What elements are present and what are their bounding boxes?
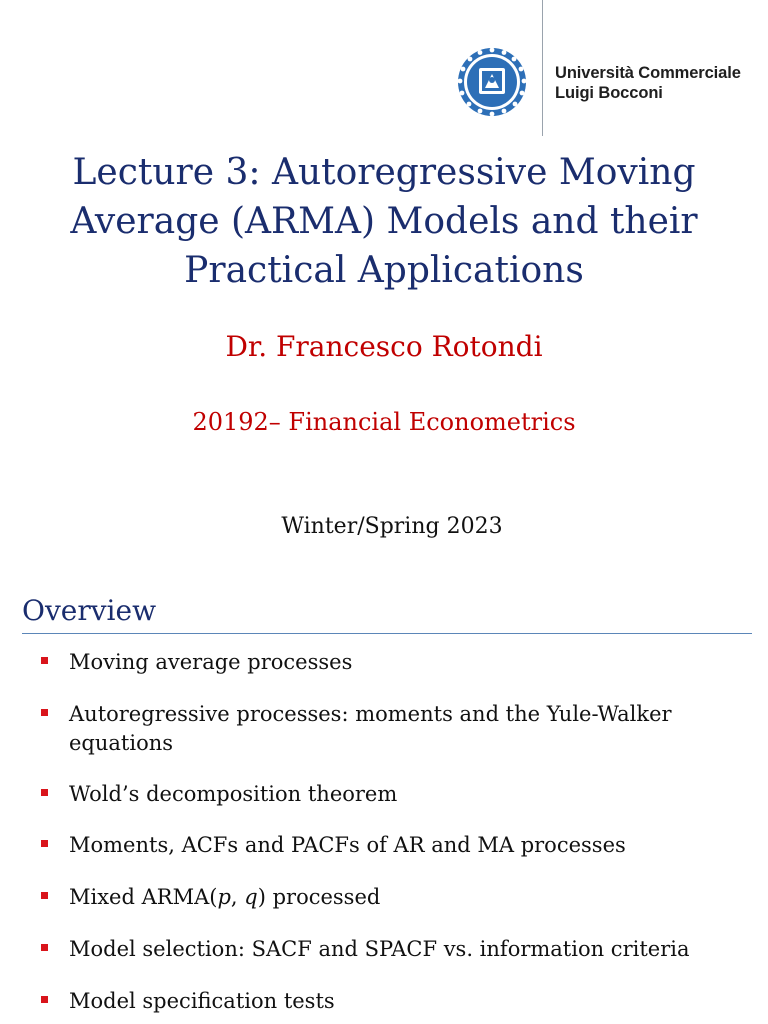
square-bullet-icon bbox=[41, 789, 48, 796]
list-item-text: Moments, ACFs and PACFs of AR and MA processes bbox=[69, 833, 626, 857]
list-item-text: Model specification tests bbox=[69, 989, 335, 1013]
list-item-text: Autoregressive processes: moments and the Yule-Walker equations bbox=[69, 702, 672, 755]
university-name-line2: Luigi Bocconi bbox=[555, 84, 663, 102]
overview-title: Overview bbox=[22, 594, 157, 627]
square-bullet-icon bbox=[41, 709, 48, 716]
lecture-title-line: Average (ARMA) Models and their bbox=[70, 201, 698, 242]
text-fragment: , bbox=[230, 885, 245, 909]
square-bullet-icon bbox=[41, 657, 48, 664]
square-bullet-icon bbox=[41, 840, 48, 847]
author-name: Dr. Francesco Rotondi bbox=[225, 330, 543, 363]
term-label: Winter/Spring 2023 bbox=[281, 514, 503, 539]
square-bullet-icon bbox=[41, 892, 48, 899]
list-item-text: Moving average processes bbox=[69, 650, 353, 674]
bocconi-seal-icon bbox=[456, 44, 528, 120]
list-item-text: Wold’s decomposition theorem bbox=[69, 782, 398, 806]
lecture-title bbox=[20, 148, 748, 295]
math-variable-p: p bbox=[217, 885, 231, 909]
title-underline bbox=[22, 633, 752, 634]
square-bullet-icon bbox=[41, 996, 48, 1003]
list-item-text bbox=[69, 883, 739, 912]
university-name-line1: Università Commerciale bbox=[555, 64, 741, 82]
overview-slide bbox=[0, 576, 768, 1024]
text-fragment: ) processed bbox=[257, 885, 381, 909]
list-item-text: Model selection: SACF and SPACF vs. information criteria bbox=[69, 937, 690, 961]
math-variable-q: q bbox=[244, 885, 258, 909]
university-name bbox=[555, 63, 741, 103]
lecture-title-line: Practical Applications bbox=[184, 250, 584, 291]
header-divider bbox=[542, 0, 543, 136]
text-fragment: Mixed ARMA( bbox=[69, 885, 218, 909]
lecture-title-line: Lecture 3: Autoregressive Moving bbox=[72, 152, 696, 193]
square-bullet-icon bbox=[41, 944, 48, 951]
course-name: 20192– Financial Econometrics bbox=[192, 408, 576, 436]
